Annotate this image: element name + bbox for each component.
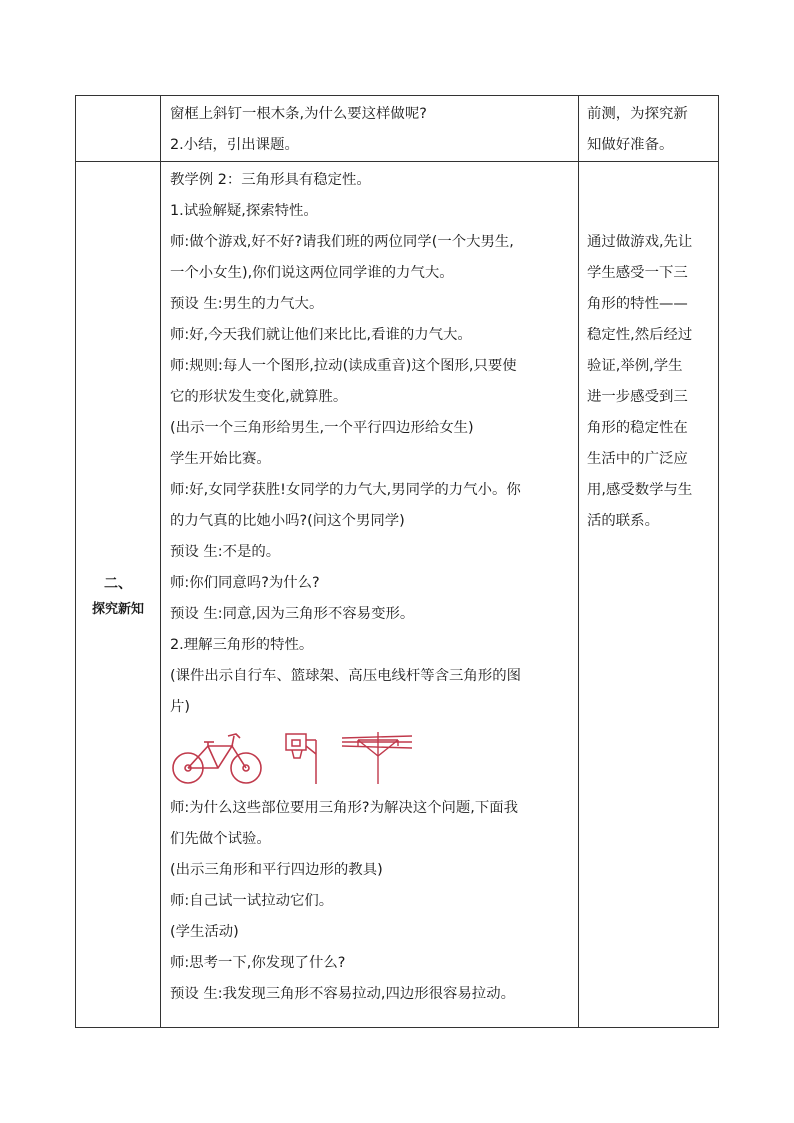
content-line: (学生活动) — [170, 924, 239, 940]
note-line: 角形的稳定性在 — [587, 420, 688, 436]
table-row-intro — [76, 96, 719, 162]
stage-name: 探究新知 — [91, 601, 144, 617]
content-block-top — [170, 165, 570, 723]
content-line: 师:做个游戏,好不好?请我们班的两位同学(一个大男生, — [170, 234, 514, 250]
content-line: 一个小女生),你们说这两位同学谁的力气大。 — [170, 265, 454, 281]
bicycle-icon — [170, 730, 266, 786]
stage-cell-empty — [76, 96, 161, 162]
note-line: 通过做游戏,先让 — [587, 234, 693, 250]
content-line: 预设 生:同意,因为三角形不容易变形。 — [170, 606, 415, 622]
note-line: 稳定性,然后经过 — [587, 327, 693, 343]
content-line: 预设 生:我发现三角形不容易拉动,四边形很容易拉动。 — [170, 986, 515, 1002]
content-line: 片) — [170, 699, 191, 715]
note-line: 进一步感受到三 — [587, 389, 688, 405]
content-line: (出示一个三角形给男生,一个平行四边形给女生) — [170, 420, 474, 436]
lesson-plan-table — [75, 95, 719, 1028]
triangle-examples-figures — [170, 723, 570, 793]
content-line: 2.小结，引出课题。 — [170, 137, 299, 153]
content-line: 1.试验解疑,探索特性。 — [170, 203, 318, 219]
note-line: 学生感受一下三 — [587, 265, 688, 281]
note-line: 角形的特性—— — [587, 296, 688, 312]
note-line: 验证,举例,学生 — [587, 358, 683, 374]
content-line: 师:好,女同学获胜!女同学的力气大,男同学的力气小。你 — [170, 482, 521, 498]
content-line: 窗框上斜钉一根木条,为什么要这样做呢? — [170, 106, 427, 122]
content-line: (出示三角形和平行四边形的教具) — [170, 862, 383, 878]
stage-cell — [76, 162, 161, 1028]
content-line: 师:自己试一试拉动它们。 — [170, 893, 334, 909]
table-row-explore — [76, 162, 719, 1028]
content-cell — [161, 162, 579, 1028]
content-line: (课件出示自行车、篮球架、高压电线杆等含三角形的图 — [170, 668, 521, 684]
content-line: 的力气真的比她小吗?(问这个男同学) — [170, 513, 405, 529]
content-line: 预设 生:男生的力气大。 — [170, 296, 324, 312]
note-line: 前测，为探究新 — [587, 106, 688, 122]
note-line: 用,感受数学与生 — [587, 482, 693, 498]
power-pole-icon — [340, 730, 414, 786]
content-line: 师:你们同意吗?为什么? — [170, 575, 320, 591]
content-line: 师:规则:每人一个图形,拉动(读成重音)这个图形,只要使 — [170, 358, 517, 374]
basketball-hoop-icon — [280, 730, 324, 786]
note-line: 知做好准备。 — [587, 137, 674, 153]
content-line: 师:为什么这些部位要用三角形?为解决这个问题,下面我 — [170, 800, 519, 816]
content-line: 预设 生:不是的。 — [170, 544, 281, 560]
content-cell — [161, 96, 579, 162]
note-line: 活的联系。 — [587, 513, 659, 529]
content-line: 2.理解三角形的特性。 — [170, 637, 314, 653]
content-line: 它的形状发生变化,就算胜。 — [170, 389, 348, 405]
design-note-cell — [579, 162, 719, 1028]
note-line: 生活中的广泛应 — [587, 451, 688, 467]
content-line: 学生开始比赛。 — [170, 451, 271, 467]
content-block-bottom — [170, 793, 570, 1010]
content-line: 教学例 2：三角形具有稳定性。 — [170, 172, 371, 188]
stage-number: 二、 — [104, 575, 132, 592]
content-line: 们先做个试验。 — [170, 831, 271, 847]
design-note-cell — [579, 96, 719, 162]
content-line: 师:好,今天我们就让他们来比比,看谁的力气大。 — [170, 327, 472, 343]
content-line: 师:思考一下,你发现了什么? — [170, 955, 346, 971]
